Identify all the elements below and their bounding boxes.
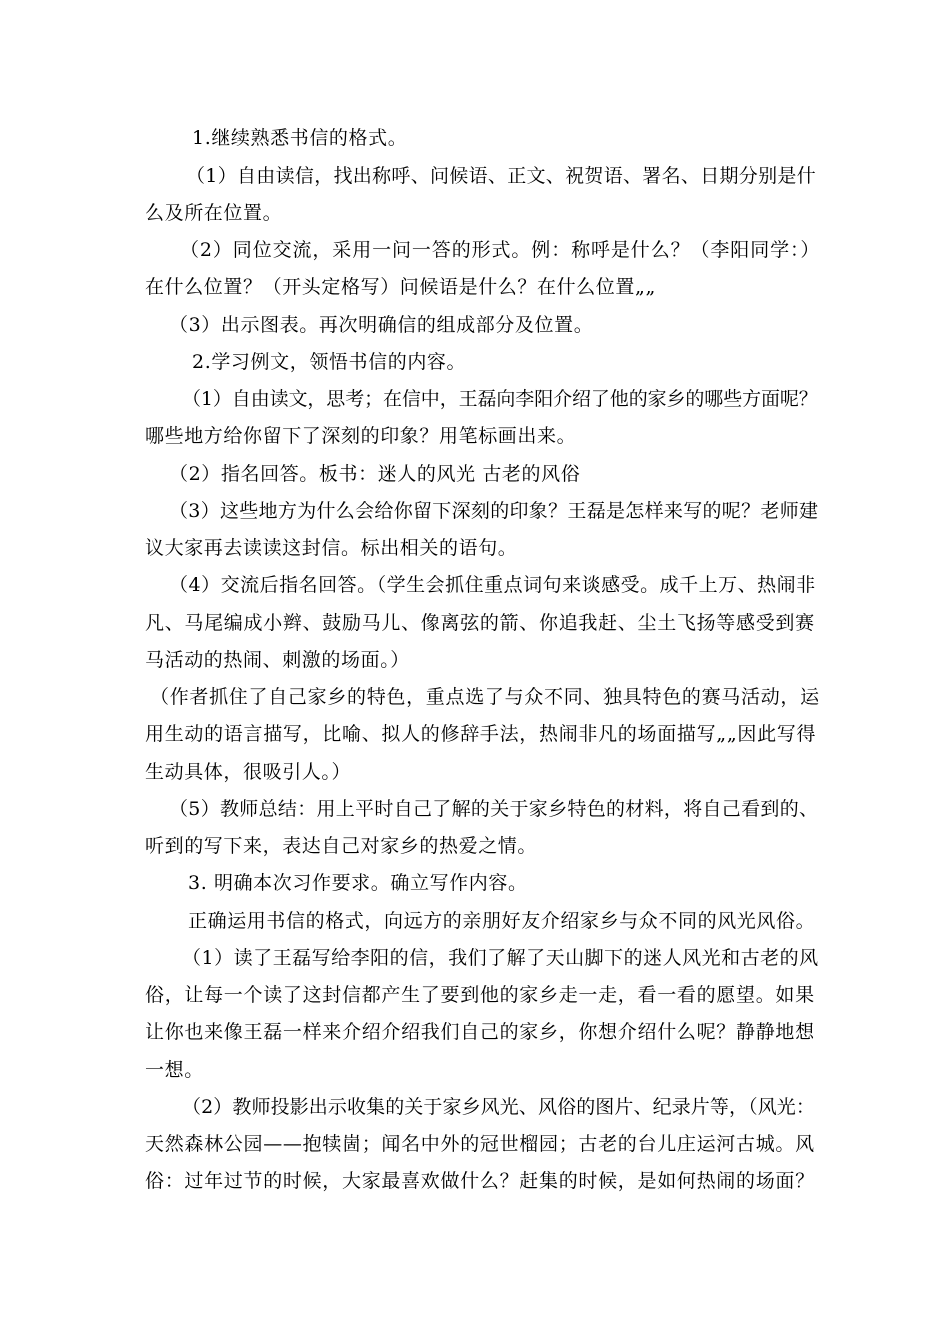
paragraph-line: （3）出示图表。再次明确信的组成部分及位置。 bbox=[169, 314, 594, 336]
paragraph-line: （1）自由读信，找出称呼、问候语、正文、祝贺语、署名、日期分别是什 bbox=[186, 165, 816, 187]
paragraph-line: 正确运用书信的格式，向远方的亲朋好友介绍家乡与众不同的风光风俗。 bbox=[188, 910, 816, 932]
section-1-heading: 1.继续熟悉书信的格式。 bbox=[192, 127, 408, 149]
paragraph-line: （2）指名回答。板书：迷人的风光 古老的风俗 bbox=[169, 463, 581, 485]
paragraph-line: 马活动的热闹、刺激的场面。） bbox=[145, 649, 410, 671]
paragraph-line: 俗，让每一个读了这封信都产生了要到他的家乡走一走，看一看的愿望。如果 bbox=[145, 984, 815, 1006]
paragraph-line: 听到的写下来，表达自己对家乡的热爱之情。 bbox=[145, 835, 538, 857]
paragraph-line: 一想。 bbox=[145, 1059, 204, 1081]
paragraph-line: （1）读了王磊写给李阳的信，我们了解了天山脚下的迷人风光和古老的风 bbox=[182, 947, 819, 969]
paragraph-line: 俗：过年过节的时候，大家最喜欢做什么？赶集的时候，是如何热闹的场面？ bbox=[145, 1170, 815, 1192]
paragraph-line: （2）教师投影出示收集的关于家乡风光、风俗的图片、纪录片等，（风光： bbox=[182, 1096, 815, 1118]
paragraph-line: （1）自由读文，思考；在信中，王磊向李阳介绍了他的家乡的哪些方面呢？ bbox=[182, 388, 818, 410]
paragraph-line: 让你也来像王磊一样来介绍介绍我们自己的家乡，你想介绍什么呢？静静地想 bbox=[145, 1021, 815, 1043]
paragraph-line: 凡、马尾编成小辫、鼓励马儿、像离弦的箭、你追我赶、尘土飞扬等感受到赛 bbox=[145, 612, 815, 634]
paragraph-line: 天然森林公园——抱犊崮；闻名中外的冠世榴园；古老的台儿庄运河古城。风 bbox=[145, 1133, 815, 1155]
paragraph-line: 用生动的语言描写，比喻、拟人的修辞手法，热闹非凡的场面描写„„因此写得 bbox=[145, 723, 817, 745]
paragraph-line: （5）教师总结：用上平时自己了解的关于家乡特色的材料，将自己看到的、 bbox=[169, 798, 819, 820]
paragraph-line: 么及所在位置。 bbox=[145, 202, 283, 224]
paragraph-line: 哪些地方给你留下了深刻的印象？用笔标画出来。 bbox=[145, 425, 577, 447]
paragraph-line: （2）同位交流，采用一问一答的形式。例：称呼是什么？（李阳同学：） bbox=[180, 239, 821, 261]
paragraph-line: 议大家再去读读这封信。标出相关的语句。 bbox=[145, 537, 518, 559]
section-3-heading: 3. 明确本次习作要求。确立写作内容。 bbox=[188, 872, 528, 894]
paragraph-line: （3）这些地方为什么会给你留下深刻的印象？王磊是怎样来写的呢？老师建 bbox=[169, 500, 819, 522]
paragraph-line: 生动具体，很吸引人。） bbox=[145, 761, 352, 783]
section-2-heading: 2.学习例文，领悟书信的内容。 bbox=[192, 351, 467, 373]
paragraph-line: （4）交流后指名回答。（学生会抓住重点词句来谈感受。成千上万、热闹非 bbox=[169, 574, 816, 596]
paragraph-line: （作者抓住了自己家乡的特色，重点选了与众不同、独具特色的赛马活动，运 bbox=[150, 686, 820, 708]
paragraph-line: 在什么位置？（开头定格写）问候语是什么？在什么位置„„ bbox=[145, 276, 656, 298]
